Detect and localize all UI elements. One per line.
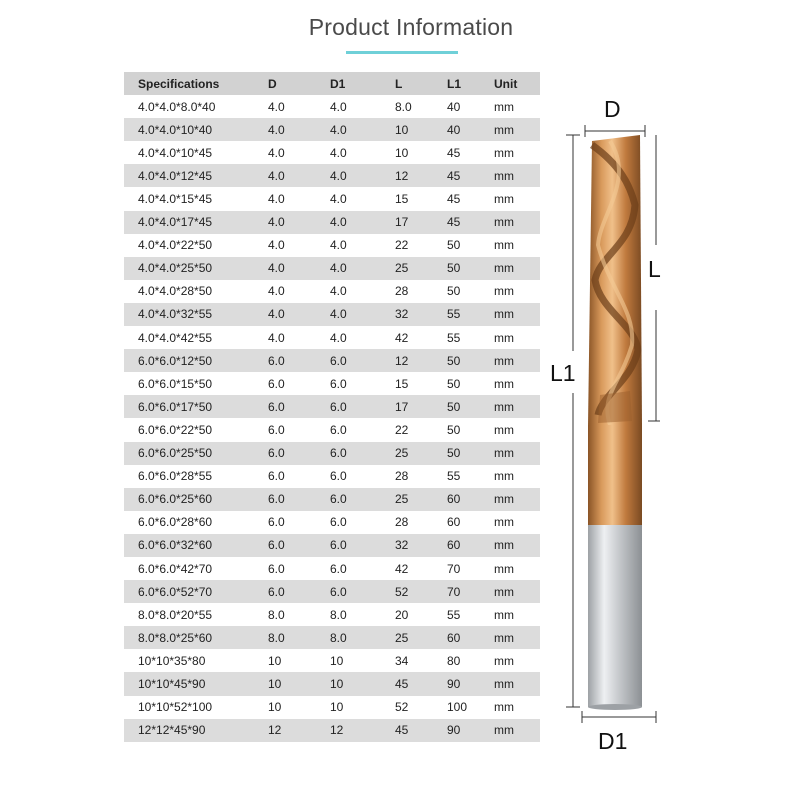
table-row [124, 280, 540, 303]
table-row [124, 672, 540, 695]
cell-l1: 90 [447, 723, 461, 738]
cell-specification: 4.0*4.0*28*50 [138, 284, 213, 299]
cell-d: 6.0 [268, 399, 285, 414]
cell-d: 4.0 [268, 145, 285, 160]
cell-unit: mm [494, 353, 514, 368]
cell-d: 4.0 [268, 192, 285, 207]
cell-specification: 10*10*35*80 [138, 653, 206, 668]
cell-d1: 4.0 [330, 99, 347, 114]
table-row [124, 187, 540, 210]
cell-specification: 4.0*4.0*12*45 [138, 168, 213, 183]
cell-unit: mm [494, 192, 514, 207]
table-row [124, 465, 540, 488]
table-row [124, 442, 540, 465]
cell-unit: mm [494, 584, 514, 599]
cell-d1: 4.0 [330, 168, 347, 183]
cell-specification: 4.0*4.0*15*45 [138, 192, 213, 207]
cell-l: 45 [395, 676, 409, 691]
cell-specification: 12*12*45*90 [138, 723, 206, 738]
cell-specification: 6.0*6.0*22*50 [138, 422, 213, 437]
end-mill-diagram [540, 95, 660, 745]
cell-d: 8.0 [268, 630, 285, 645]
cell-d1: 4.0 [330, 238, 347, 253]
cell-l1: 45 [447, 168, 461, 183]
cell-specification: 4.0*4.0*32*55 [138, 307, 213, 322]
cell-d1: 4.0 [330, 284, 347, 299]
cell-d: 4.0 [268, 307, 285, 322]
table-row [124, 418, 540, 441]
dimension-d-line [585, 125, 645, 137]
shank [588, 525, 642, 707]
table-row [124, 349, 540, 372]
cell-d1: 4.0 [330, 307, 347, 322]
cell-specification: 4.0*4.0*25*50 [138, 261, 213, 276]
cell-l: 42 [395, 561, 409, 576]
cell-l: 25 [395, 261, 409, 276]
cell-unit: mm [494, 399, 514, 414]
cell-l1: 55 [447, 607, 461, 622]
cell-unit: mm [494, 469, 514, 484]
cell-d1: 6.0 [330, 399, 347, 414]
cell-unit: mm [494, 492, 514, 507]
cell-l1: 60 [447, 515, 461, 530]
header-d1: D1 [330, 76, 346, 91]
cell-l: 32 [395, 307, 409, 322]
cell-l1: 45 [447, 192, 461, 207]
cell-d: 6.0 [268, 515, 285, 530]
table-row [124, 603, 540, 626]
cell-l1: 60 [447, 630, 461, 645]
cell-specification: 4.0*4.0*10*45 [138, 145, 213, 160]
cell-d: 4.0 [268, 261, 285, 276]
cell-l: 15 [395, 192, 409, 207]
cell-d: 6.0 [268, 353, 285, 368]
cell-l: 20 [395, 607, 409, 622]
cell-l: 12 [395, 168, 409, 183]
table-row [124, 141, 540, 164]
cell-l: 15 [395, 376, 409, 391]
cell-specification: 6.0*6.0*28*55 [138, 469, 213, 484]
cell-l1: 60 [447, 538, 461, 553]
cell-specification: 8.0*8.0*20*55 [138, 607, 213, 622]
cell-unit: mm [494, 653, 514, 668]
cell-unit: mm [494, 215, 514, 230]
dimension-d1-line [582, 711, 656, 723]
table-row [124, 580, 540, 603]
cell-unit: mm [494, 376, 514, 391]
cell-d: 4.0 [268, 122, 285, 137]
cell-l: 22 [395, 422, 409, 437]
cell-specification: 10*10*45*90 [138, 676, 206, 691]
cell-d1: 6.0 [330, 515, 347, 530]
cell-l1: 45 [447, 215, 461, 230]
cell-l1: 50 [447, 399, 461, 414]
cell-specification: 4.0*4.0*10*40 [138, 122, 213, 137]
cell-l: 12 [395, 353, 409, 368]
table-row [124, 234, 540, 257]
cell-l: 25 [395, 492, 409, 507]
cell-unit: mm [494, 122, 514, 137]
table-body [124, 95, 540, 742]
cell-specification: 4.0*4.0*8.0*40 [138, 99, 216, 114]
cell-d: 6.0 [268, 492, 285, 507]
cell-d1: 6.0 [330, 584, 347, 599]
header-d: D [268, 76, 277, 91]
table-row [124, 511, 540, 534]
cell-l: 25 [395, 446, 409, 461]
cell-l1: 55 [447, 469, 461, 484]
cell-specification: 6.0*6.0*15*50 [138, 376, 213, 391]
cell-d: 4.0 [268, 284, 285, 299]
cell-unit: mm [494, 422, 514, 437]
table-row [124, 626, 540, 649]
cell-l: 10 [395, 145, 409, 160]
cell-unit: mm [494, 561, 514, 576]
cell-unit: mm [494, 446, 514, 461]
cell-unit: mm [494, 99, 514, 114]
table-row [124, 649, 540, 672]
cell-d: 6.0 [268, 538, 285, 553]
cell-specification: 8.0*8.0*25*60 [138, 630, 213, 645]
header-specifications: Specifications [138, 76, 220, 91]
table-row [124, 372, 540, 395]
fluted-cutting-section [588, 135, 642, 427]
table-row [124, 118, 540, 141]
cell-d1: 4.0 [330, 192, 347, 207]
cell-unit: mm [494, 145, 514, 160]
cell-d1: 12 [330, 723, 344, 738]
cell-d1: 10 [330, 676, 344, 691]
cell-l1: 60 [447, 492, 461, 507]
cell-unit: mm [494, 330, 514, 345]
cell-l1: 40 [447, 122, 461, 137]
table-row [124, 488, 540, 511]
cell-d1: 4.0 [330, 330, 347, 345]
cell-d: 12 [268, 723, 282, 738]
cell-l1: 70 [447, 561, 461, 576]
cell-specification: 6.0*6.0*52*70 [138, 584, 213, 599]
cell-d1: 6.0 [330, 561, 347, 576]
cell-l: 17 [395, 399, 409, 414]
cell-unit: mm [494, 261, 514, 276]
table-row [124, 696, 540, 719]
cell-specification: 6.0*6.0*42*70 [138, 561, 213, 576]
cell-d: 4.0 [268, 168, 285, 183]
header-unit: Unit [494, 76, 518, 91]
cell-d: 6.0 [268, 376, 285, 391]
cell-l: 25 [395, 630, 409, 645]
cell-unit: mm [494, 630, 514, 645]
cell-l1: 50 [447, 376, 461, 391]
cell-d: 8.0 [268, 607, 285, 622]
cell-d1: 6.0 [330, 469, 347, 484]
cell-l: 22 [395, 238, 409, 253]
cell-l: 52 [395, 700, 409, 715]
cell-l1: 50 [447, 353, 461, 368]
label-l: L [648, 256, 661, 282]
cell-specification: 10*10*52*100 [138, 700, 213, 715]
cell-d: 4.0 [268, 330, 285, 345]
cell-unit: mm [494, 307, 514, 322]
cell-specification: 4.0*4.0*22*50 [138, 238, 213, 253]
cell-l1: 100 [447, 700, 468, 715]
table-row [124, 719, 540, 742]
cell-l1: 55 [447, 307, 461, 322]
cell-l: 10 [395, 122, 409, 137]
table-row [124, 326, 540, 349]
table-row [124, 557, 540, 580]
cell-l1: 90 [447, 676, 461, 691]
cell-l1: 80 [447, 653, 461, 668]
cell-l1: 55 [447, 330, 461, 345]
cell-d: 4.0 [268, 99, 285, 114]
cell-l: 8.0 [395, 99, 412, 114]
cell-unit: mm [494, 676, 514, 691]
cell-specification: 4.0*4.0*42*55 [138, 330, 213, 345]
label-d: D [604, 96, 621, 122]
cell-specification: 6.0*6.0*28*60 [138, 515, 213, 530]
table-row [124, 303, 540, 326]
cell-specification: 6.0*6.0*25*50 [138, 446, 213, 461]
cell-unit: mm [494, 607, 514, 622]
cell-specification: 6.0*6.0*25*60 [138, 492, 213, 507]
label-l1: L1 [550, 360, 576, 386]
cell-d: 10 [268, 653, 282, 668]
cell-specification: 6.0*6.0*17*50 [138, 399, 213, 414]
cell-d1: 10 [330, 700, 344, 715]
cell-d1: 6.0 [330, 538, 347, 553]
cell-d1: 10 [330, 653, 344, 668]
cell-l: 28 [395, 469, 409, 484]
table-header-row [124, 72, 540, 95]
cell-l1: 50 [447, 238, 461, 253]
cell-unit: mm [494, 700, 514, 715]
header-l1: L1 [447, 76, 462, 91]
cell-d1: 6.0 [330, 353, 347, 368]
cell-d1: 6.0 [330, 422, 347, 437]
cell-l1: 50 [447, 284, 461, 299]
dimension-l1-line [566, 135, 580, 707]
cell-d: 6.0 [268, 469, 285, 484]
table-row [124, 95, 540, 118]
cell-unit: mm [494, 723, 514, 738]
cell-d1: 6.0 [330, 492, 347, 507]
cell-d1: 4.0 [330, 261, 347, 276]
cell-d1: 8.0 [330, 607, 347, 622]
cell-specification: 6.0*6.0*32*60 [138, 538, 213, 553]
cell-unit: mm [494, 238, 514, 253]
cell-d: 6.0 [268, 584, 285, 599]
cell-d1: 6.0 [330, 446, 347, 461]
cell-l1: 50 [447, 422, 461, 437]
cell-d: 6.0 [268, 561, 285, 576]
table-row [124, 257, 540, 280]
cell-specification: 6.0*6.0*12*50 [138, 353, 213, 368]
cell-unit: mm [494, 515, 514, 530]
header-l: L [395, 76, 403, 91]
cell-l: 42 [395, 330, 409, 345]
cell-l: 28 [395, 515, 409, 530]
cell-l: 28 [395, 284, 409, 299]
cell-l: 52 [395, 584, 409, 599]
coated-neck [588, 425, 642, 525]
table-row [124, 164, 540, 187]
cell-d: 6.0 [268, 422, 285, 437]
cell-l1: 50 [447, 261, 461, 276]
cell-l: 45 [395, 723, 409, 738]
cell-d1: 4.0 [330, 122, 347, 137]
table-row [124, 534, 540, 557]
cell-d: 4.0 [268, 238, 285, 253]
cell-l1: 40 [447, 99, 461, 114]
title-underline [346, 51, 458, 54]
cell-l: 17 [395, 215, 409, 230]
cell-d: 6.0 [268, 446, 285, 461]
cell-unit: mm [494, 538, 514, 553]
label-d1: D1 [598, 728, 628, 754]
cell-l: 34 [395, 653, 409, 668]
cell-d: 4.0 [268, 215, 285, 230]
cell-l1: 45 [447, 145, 461, 160]
cell-d1: 6.0 [330, 376, 347, 391]
table-row [124, 395, 540, 418]
cell-d: 10 [268, 700, 282, 715]
specifications-table [124, 72, 540, 742]
cell-l1: 70 [447, 584, 461, 599]
page-title: Product Information [308, 14, 514, 40]
cell-l: 32 [395, 538, 409, 553]
table-row [124, 211, 540, 234]
cell-unit: mm [494, 284, 514, 299]
cell-d1: 4.0 [330, 145, 347, 160]
cell-d1: 4.0 [330, 215, 347, 230]
cell-unit: mm [494, 168, 514, 183]
cell-specification: 4.0*4.0*17*45 [138, 215, 213, 230]
cell-d1: 8.0 [330, 630, 347, 645]
cell-d: 10 [268, 676, 282, 691]
cell-l1: 50 [447, 446, 461, 461]
